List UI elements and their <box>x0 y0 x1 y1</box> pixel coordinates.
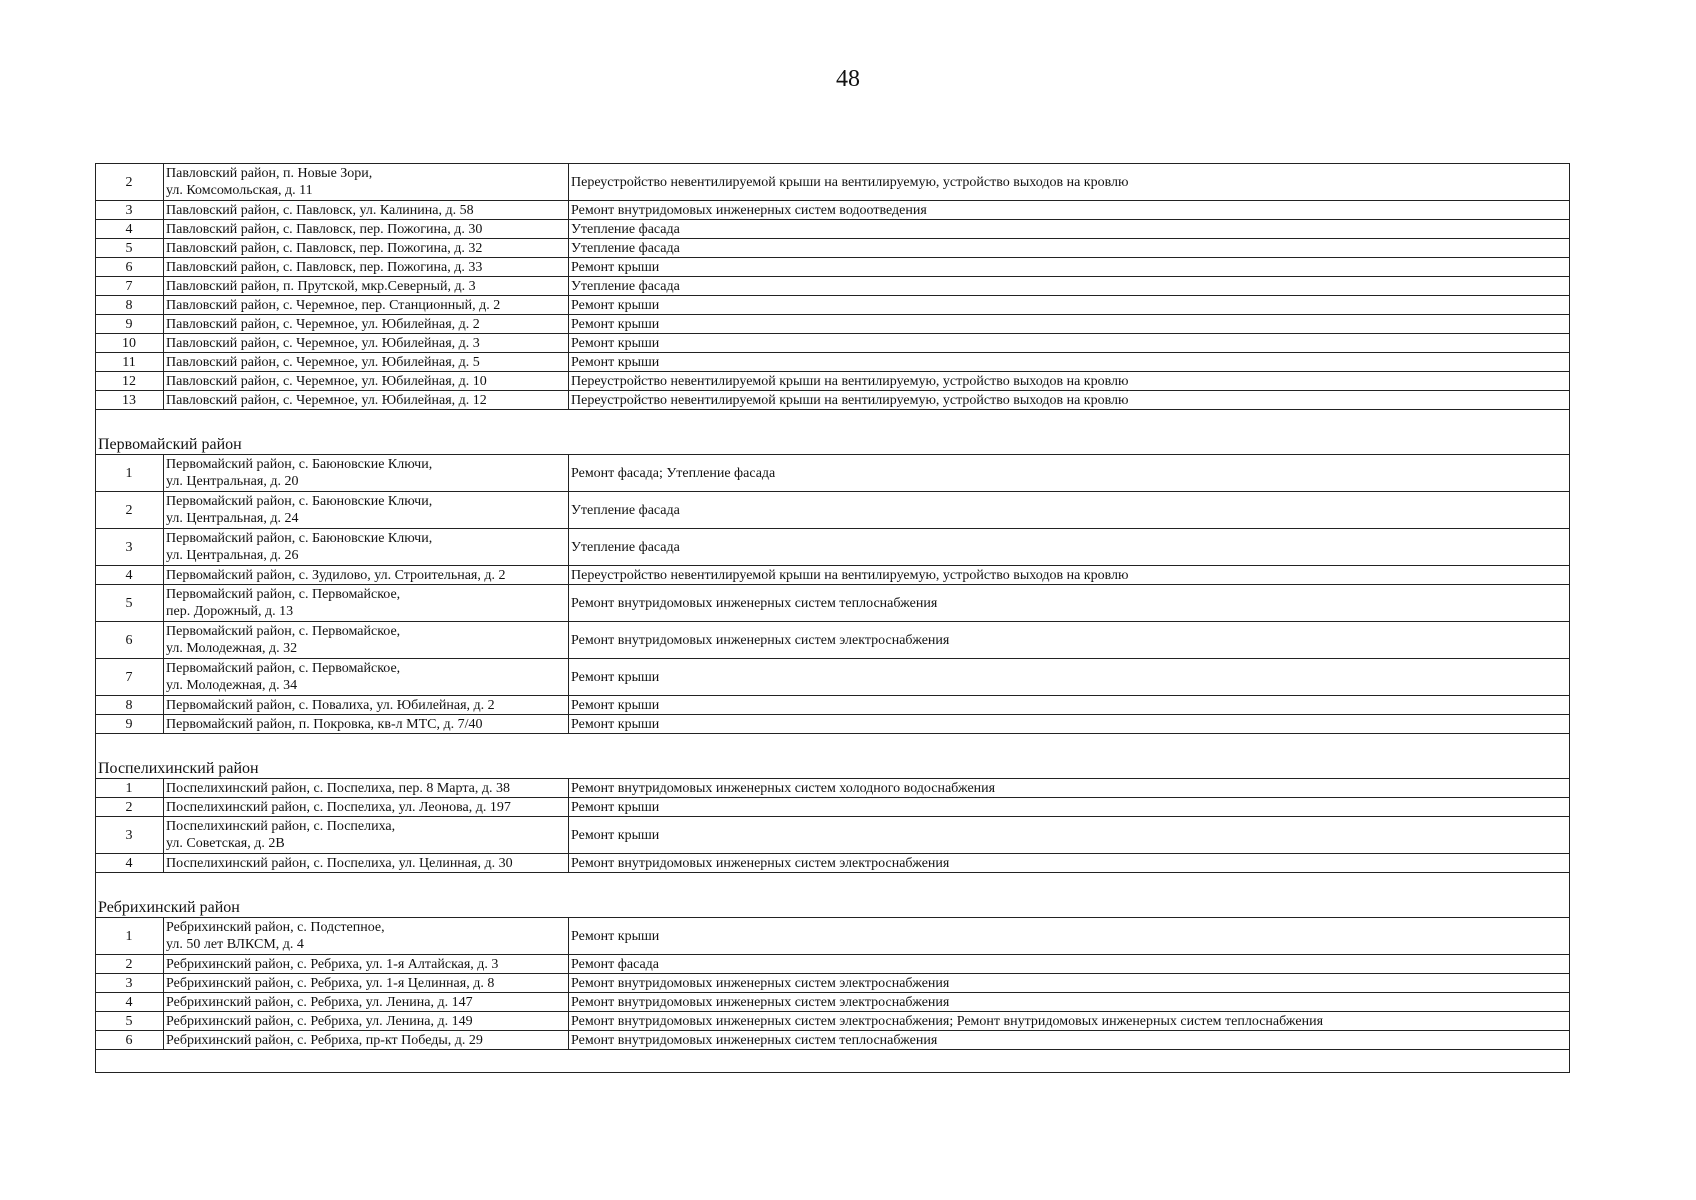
work-type-cell: Ремонт крыши <box>569 296 1570 315</box>
row-number: 6 <box>96 622 164 659</box>
table-row <box>96 353 1570 372</box>
section-header-row <box>96 410 1570 455</box>
address-cell <box>164 258 569 277</box>
address-cell <box>164 779 569 798</box>
work-type-cell: Ремонт крыши <box>569 715 1570 734</box>
address-line: Ребрихинский район, с. Подстепное, <box>166 920 385 935</box>
work-type-cell: Ремонт внутридомовых инженерных систем электроснабжения; Ремонт внутридомовых инженерных систем теплоснабжения <box>569 1012 1570 1031</box>
address-cell <box>164 974 569 993</box>
table-row <box>96 955 1570 974</box>
address-line: Первомайский район, с. Первомайское, <box>166 587 401 602</box>
address-cell <box>164 492 569 529</box>
work-type-cell: Ремонт внутридомовых инженерных систем теплоснабжения <box>569 585 1570 622</box>
row-number: 2 <box>96 955 164 974</box>
row-number: 2 <box>96 164 164 201</box>
address-cell <box>164 455 569 492</box>
work-type-cell: Переустройство невентилируемой крыши на вентилируемую, устройство выходов на кровлю <box>569 391 1570 410</box>
row-number: 5 <box>96 585 164 622</box>
work-type-cell: Ремонт крыши <box>569 353 1570 372</box>
table-row <box>96 918 1570 955</box>
address-cell <box>164 659 569 696</box>
address-line: Первомайский район, п. Покровка, кв-л МТС, д. 7/40 <box>166 716 483 732</box>
work-type-cell: Ремонт внутридомовых инженерных систем теплоснабжения <box>569 1031 1570 1050</box>
address-line: Павловский район, с. Павловск, пер. Пожогина, д. 33 <box>166 259 483 275</box>
row-number: 3 <box>96 974 164 993</box>
row-number: 5 <box>96 239 164 258</box>
table-row <box>96 696 1570 715</box>
work-type-cell: Переустройство невентилируемой крыши на вентилируемую, устройство выходов на кровлю <box>569 164 1570 201</box>
table-row <box>96 220 1570 239</box>
section-title: Поспелихинский район <box>96 734 1570 779</box>
address-cell <box>164 1031 569 1050</box>
address-line: пер. Дорожный, д. 13 <box>166 604 294 619</box>
address-line: Первомайский район, с. Баюновские Ключи, <box>166 531 433 546</box>
table-row <box>96 315 1570 334</box>
address-line: ул. Центральная, д. 20 <box>166 474 299 489</box>
row-number: 4 <box>96 993 164 1012</box>
row-number: 10 <box>96 334 164 353</box>
work-type-cell: Утепление фасада <box>569 220 1570 239</box>
row-number: 1 <box>96 779 164 798</box>
row-number: 1 <box>96 455 164 492</box>
empty-closing-row <box>96 1050 1570 1073</box>
address-line: Павловский район, с. Павловск, пер. Пожогина, д. 32 <box>166 240 483 256</box>
address-cell <box>164 585 569 622</box>
row-number: 4 <box>96 854 164 873</box>
work-type-cell: Ремонт крыши <box>569 817 1570 854</box>
table-row <box>96 1012 1570 1031</box>
row-number: 11 <box>96 353 164 372</box>
address-line: Ребрихинский район, с. Ребриха, ул. Ленина, д. 149 <box>166 1013 473 1029</box>
address-line: ул. Советская, д. 2В <box>166 836 285 851</box>
table-row <box>96 715 1570 734</box>
address-line: Первомайский район, с. Первомайское, <box>166 661 401 676</box>
work-type-cell: Ремонт внутридомовых инженерных систем электроснабжения <box>569 974 1570 993</box>
table-row <box>96 817 1570 854</box>
address-line: ул. Комсомольская, д. 11 <box>166 183 313 198</box>
table-row <box>96 585 1570 622</box>
repair-list-table <box>95 163 1570 1073</box>
page-number: 48 <box>836 66 860 92</box>
section-title: Ребрихинский район <box>96 873 1570 918</box>
address-line: Ребрихинский район, с. Ребриха, ул. 1-я Целинная, д. 8 <box>166 975 495 991</box>
row-number: 13 <box>96 391 164 410</box>
work-type-cell: Ремонт крыши <box>569 258 1570 277</box>
address-line: Павловский район, с. Павловск, ул. Калинина, д. 58 <box>166 202 474 218</box>
address-line: Поспелихинский район, с. Поспелиха, пер. 8 Марта, д. 38 <box>166 780 510 796</box>
table-row <box>96 391 1570 410</box>
address-line: Павловский район, с. Черемное, ул. Юбилейная, д. 10 <box>166 373 487 389</box>
row-number: 8 <box>96 696 164 715</box>
work-type-cell: Переустройство невентилируемой крыши на вентилируемую, устройство выходов на кровлю <box>569 566 1570 585</box>
table-row <box>96 239 1570 258</box>
work-type-cell: Утепление фасада <box>569 529 1570 566</box>
address-line: Павловский район, с. Черемное, ул. Юбилейная, д. 12 <box>166 392 487 408</box>
address-line: Павловский район, с. Черемное, ул. Юбилейная, д. 5 <box>166 354 480 370</box>
address-line: ул. Центральная, д. 24 <box>166 511 299 526</box>
table-row <box>96 334 1570 353</box>
address-cell <box>164 955 569 974</box>
work-type-cell: Ремонт внутридомовых инженерных систем электроснабжения <box>569 622 1570 659</box>
address-line: Павловский район, с. Черемное, ул. Юбилейная, д. 2 <box>166 316 480 332</box>
table-row <box>96 529 1570 566</box>
address-cell <box>164 239 569 258</box>
table-row <box>96 201 1570 220</box>
section-header-row <box>96 873 1570 918</box>
table-row <box>96 622 1570 659</box>
address-cell <box>164 854 569 873</box>
table-body <box>96 164 1570 1073</box>
work-type-cell: Ремонт крыши <box>569 334 1570 353</box>
row-number: 8 <box>96 296 164 315</box>
table-row <box>96 566 1570 585</box>
work-type-cell: Ремонт фасада <box>569 955 1570 974</box>
address-cell <box>164 1012 569 1031</box>
address-cell <box>164 918 569 955</box>
table-row <box>96 258 1570 277</box>
address-cell <box>164 296 569 315</box>
row-number: 4 <box>96 220 164 239</box>
address-cell <box>164 201 569 220</box>
address-line: ул. Центральная, д. 26 <box>166 548 299 563</box>
work-type-cell: Ремонт крыши <box>569 696 1570 715</box>
address-line: Павловский район, п. Прутской, мкр.Северный, д. 3 <box>166 278 476 294</box>
address-line: Ребрихинский район, с. Ребриха, пр-кт Победы, д. 29 <box>166 1032 483 1048</box>
table-row <box>96 277 1570 296</box>
work-type-cell: Ремонт фасада; Утепление фасада <box>569 455 1570 492</box>
address-line: Павловский район, с. Черемное, ул. Юбилейная, д. 3 <box>166 335 480 351</box>
work-type-cell: Утепление фасада <box>569 239 1570 258</box>
section-header-row <box>96 734 1570 779</box>
address-cell <box>164 798 569 817</box>
work-type-cell: Ремонт крыши <box>569 315 1570 334</box>
work-type-cell: Ремонт внутридомовых инженерных систем электроснабжения <box>569 993 1570 1012</box>
address-line: Поспелихинский район, с. Поспелиха, ул. Леонова, д. 197 <box>166 799 511 815</box>
table-row <box>96 659 1570 696</box>
work-type-cell: Переустройство невентилируемой крыши на вентилируемую, устройство выходов на кровлю <box>569 372 1570 391</box>
row-number: 4 <box>96 566 164 585</box>
table-row <box>96 372 1570 391</box>
address-cell <box>164 315 569 334</box>
row-number: 3 <box>96 529 164 566</box>
empty-cell <box>96 1050 1570 1073</box>
table-row <box>96 779 1570 798</box>
row-number: 1 <box>96 918 164 955</box>
work-type-cell: Утепление фасада <box>569 277 1570 296</box>
table-row <box>96 492 1570 529</box>
address-cell <box>164 715 569 734</box>
address-cell <box>164 529 569 566</box>
work-type-cell: Ремонт крыши <box>569 798 1570 817</box>
address-cell <box>164 993 569 1012</box>
address-line: Павловский район, с. Павловск, пер. Пожогина, д. 30 <box>166 221 483 237</box>
work-type-cell: Ремонт внутридомовых инженерных систем водоотведения <box>569 201 1570 220</box>
address-line: Первомайский район, с. Баюновские Ключи, <box>166 494 433 509</box>
work-type-cell: Ремонт внутридомовых инженерных систем электроснабжения <box>569 854 1570 873</box>
address-line: Поспелихинский район, с. Поспелиха, ул. Целинная, д. 30 <box>166 855 513 871</box>
address-cell <box>164 566 569 585</box>
address-cell <box>164 353 569 372</box>
address-cell <box>164 334 569 353</box>
row-number: 5 <box>96 1012 164 1031</box>
row-number: 7 <box>96 659 164 696</box>
work-type-cell: Утепление фасада <box>569 492 1570 529</box>
address-line: Первомайский район, с. Зудилово, ул. Строительная, д. 2 <box>166 567 506 583</box>
address-cell <box>164 391 569 410</box>
work-type-cell: Ремонт внутридомовых инженерных систем холодного водоснабжения <box>569 779 1570 798</box>
address-cell <box>164 277 569 296</box>
row-number: 9 <box>96 315 164 334</box>
row-number: 2 <box>96 492 164 529</box>
table-row <box>96 455 1570 492</box>
section-title: Первомайский район <box>96 410 1570 455</box>
row-number: 3 <box>96 817 164 854</box>
work-type-cell: Ремонт крыши <box>569 918 1570 955</box>
address-line: Павловский район, с. Черемное, пер. Станционный, д. 2 <box>166 297 501 313</box>
row-number: 6 <box>96 258 164 277</box>
address-cell <box>164 817 569 854</box>
address-line: Первомайский район, с. Первомайское, <box>166 624 401 639</box>
row-number: 7 <box>96 277 164 296</box>
address-line: Ребрихинский район, с. Ребриха, ул. Ленина, д. 147 <box>166 994 473 1010</box>
address-cell <box>164 372 569 391</box>
address-cell <box>164 696 569 715</box>
table-row <box>96 974 1570 993</box>
table-row <box>96 164 1570 201</box>
address-line: ул. Молодежная, д. 34 <box>166 678 298 693</box>
address-line: Поспелихинский район, с. Поспелиха, <box>166 819 396 834</box>
table-row <box>96 993 1570 1012</box>
table-row <box>96 798 1570 817</box>
address-cell <box>164 622 569 659</box>
address-cell <box>164 220 569 239</box>
row-number: 3 <box>96 201 164 220</box>
work-type-cell: Ремонт крыши <box>569 659 1570 696</box>
address-line: ул. Молодежная, д. 32 <box>166 641 298 656</box>
address-cell <box>164 164 569 201</box>
table-row <box>96 1031 1570 1050</box>
address-line: Ребрихинский район, с. Ребриха, ул. 1-я Алтайская, д. 3 <box>166 956 499 972</box>
row-number: 2 <box>96 798 164 817</box>
address-line: Павловский район, п. Новые Зори, <box>166 166 373 181</box>
address-line: ул. 50 лет ВЛКСМ, д. 4 <box>166 937 304 952</box>
row-number: 9 <box>96 715 164 734</box>
address-line: Первомайский район, с. Повалиха, ул. Юбилейная, д. 2 <box>166 697 495 713</box>
address-line: Первомайский район, с. Баюновские Ключи, <box>166 457 433 472</box>
row-number: 6 <box>96 1031 164 1050</box>
row-number: 12 <box>96 372 164 391</box>
table-row <box>96 296 1570 315</box>
table-row <box>96 854 1570 873</box>
